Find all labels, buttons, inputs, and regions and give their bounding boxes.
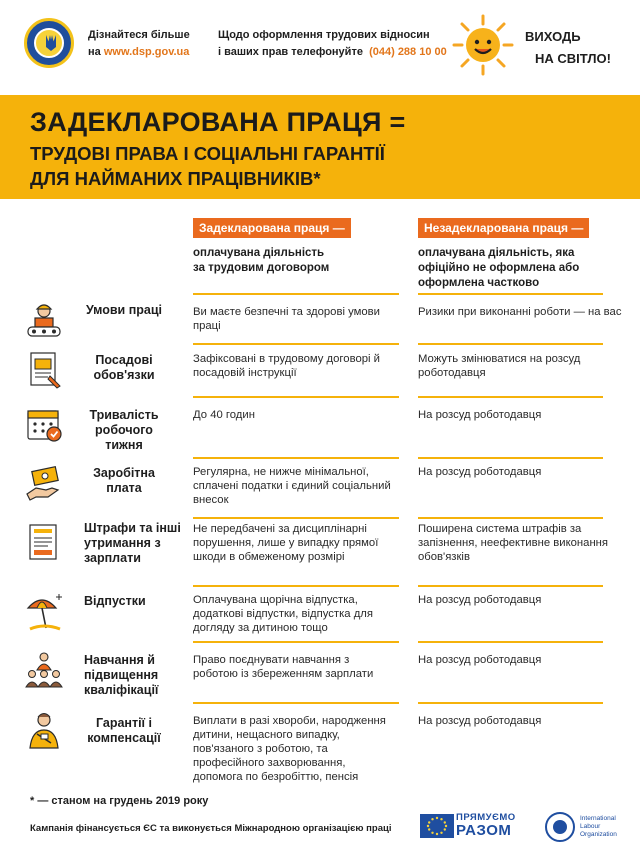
on-prefix: на [88, 46, 101, 58]
salary-hand-icon [24, 464, 64, 504]
table-row [0, 400, 640, 458]
undeclared-value: На розсуд роботодавця [418, 594, 542, 606]
contact-line-2: і ваших прав телефонуйте [218, 46, 363, 58]
header [0, 0, 640, 88]
declared-column-header [193, 218, 393, 276]
undeclared-value: На розсуд роботодавця [418, 409, 542, 421]
learn-more-text: Дізнайтеся більше [88, 29, 190, 41]
row-label: Навчання й підвищення кваліфікації [84, 653, 159, 697]
ilo-name-line-3: Organization [580, 831, 617, 838]
row-label: Гарантії і компенсації [87, 716, 161, 745]
row-divider [193, 396, 399, 398]
undeclared-tag: Незадекларована праця — [418, 218, 589, 238]
row-divider [418, 343, 603, 345]
banner-title-rest [30, 141, 630, 191]
banner-title-line-2: ТРУДОВІ ПРАВА І СОЦІАЛЬНІ ГАРАНТІЇ [30, 143, 385, 164]
undeclared-description-line-3: оформлена частково [418, 277, 540, 289]
training-audience-icon [24, 650, 64, 690]
declared-value: Зафіксовані в трудовому договорі й посадовій інструкції [193, 353, 380, 379]
row-label: Тривалість робочого тижня [89, 408, 159, 452]
undeclared-value: Можуть змінюватися на розсуд роботодавця [418, 353, 581, 379]
declared-description-line-2: за трудовим договором [193, 262, 330, 274]
declared-description [193, 246, 393, 276]
header-divider-left [193, 293, 399, 295]
undeclared-value: Поширена система штрафів за запізнення, неефективне виконання обов'язків [418, 523, 609, 563]
beach-umbrella-icon [24, 592, 64, 632]
declared-tag: Задекларована праця — [193, 218, 351, 238]
row-divider [193, 457, 399, 459]
phone-number[interactable]: (044) 288 10 00 [369, 46, 447, 58]
row-label: Посадові обов'язки [93, 353, 155, 382]
undeclared-value: На розсуд роботодавця [418, 715, 542, 727]
pryamuyemo-razom-logo [456, 812, 516, 839]
undeclared-value: На розсуд роботодавця [418, 466, 542, 478]
ilo-name-line-2: Labour [580, 823, 601, 830]
table-row [0, 519, 640, 587]
header-contact-block [218, 27, 447, 61]
row-divider [418, 457, 603, 459]
declared-value: Регулярна, не нижче мінімальної, сплачені податки і єдиний соціальний внесок [193, 466, 391, 506]
banner-title-line-3: ДЛЯ НАЙМАНИХ ПРАЦІВНИКІВ* [30, 168, 321, 189]
ilo-logo-icon [545, 812, 575, 842]
partner-logo-line-1: ПРЯМУЄМО [456, 812, 516, 823]
header-website-block [88, 27, 190, 61]
declared-value: Виплати в разі хвороби, народження дитини, нещасного випадку, пов'язаного з роботою, та професійного захворювання, допомога по безробіттю, пенсія [193, 715, 386, 783]
ilo-name [580, 815, 638, 839]
row-divider [418, 585, 603, 587]
header-divider-right [418, 293, 603, 295]
row-divider [193, 702, 399, 704]
factory-worker-icon [24, 300, 64, 340]
row-divider [193, 641, 399, 643]
declared-description-line-1: оплачувана діяльність [193, 247, 325, 259]
table-row [0, 706, 640, 786]
campaign-title [525, 26, 635, 70]
fines-document-icon [24, 523, 64, 563]
ilo-name-line-1: International [580, 815, 616, 822]
undeclared-value: На розсуд роботодавця [418, 654, 542, 666]
declared-value: Не передбачені за дисциплінарні порушення, лише у випадку прямої шкоди в обмеженому розмірі [193, 523, 379, 563]
sun-mascot-icon [452, 14, 514, 76]
declared-value: Право поєднувати навчання з роботою із збереженням зарплати [193, 654, 374, 680]
table-row [0, 646, 640, 704]
eu-flag-icon [420, 814, 454, 838]
undeclared-description [418, 246, 633, 291]
undeclared-description-line-1: оплачувана діяльність, яка [418, 247, 575, 259]
row-divider [193, 585, 399, 587]
contact-line-1: Щодо оформлення трудових відносин [218, 29, 430, 41]
table-row [0, 296, 640, 344]
calendar-icon [24, 404, 64, 444]
row-divider [193, 343, 399, 345]
footnote: * — станом на грудень 2019 року [30, 795, 209, 807]
table-row [0, 346, 640, 398]
partner-logo-line-2: РАЗОМ [456, 822, 512, 839]
declared-value: Ви маєте безпечні та здорові умови праці [193, 306, 380, 332]
table-row [0, 460, 640, 518]
row-divider [418, 641, 603, 643]
row-divider [418, 396, 603, 398]
row-label: Умови праці [85, 303, 162, 317]
undeclared-value: Ризики при виконанні роботи — на вас [418, 306, 622, 318]
table-row [0, 588, 640, 642]
campaign-title-line-1: ВИХОДЬ [525, 29, 581, 44]
undeclared-column-header [418, 218, 633, 291]
banner-title-line-1: ЗАДЕКЛАРОВАНА ПРАЦЯ = [30, 107, 406, 137]
declared-value: Оплачувана щорічна відпустка, додаткові відпустки, відпустка для догляду за дитиною тощо [193, 594, 373, 634]
declared-value: До 40 годин [193, 409, 255, 421]
campaign-title-line-2: НА СВІТЛО! [535, 51, 611, 66]
undeclared-description-line-2: офіційно не оформлена або [418, 262, 580, 274]
state-labour-service-seal-icon [24, 18, 74, 68]
job-description-icon [24, 350, 64, 390]
website-link[interactable]: www.dsp.gov.ua [103, 46, 190, 58]
row-label: Штрафи та інші утримання з зарплати [84, 521, 181, 565]
guarantees-person-icon [24, 710, 64, 750]
title-banner [0, 95, 640, 199]
row-label: Заробітна плата [93, 466, 155, 495]
row-label: Відпустки [84, 594, 146, 608]
row-divider [418, 702, 603, 704]
campaign-funding-text: Кампанія фінансується ЄС та виконується Міжнародною організацією праці [30, 823, 392, 834]
